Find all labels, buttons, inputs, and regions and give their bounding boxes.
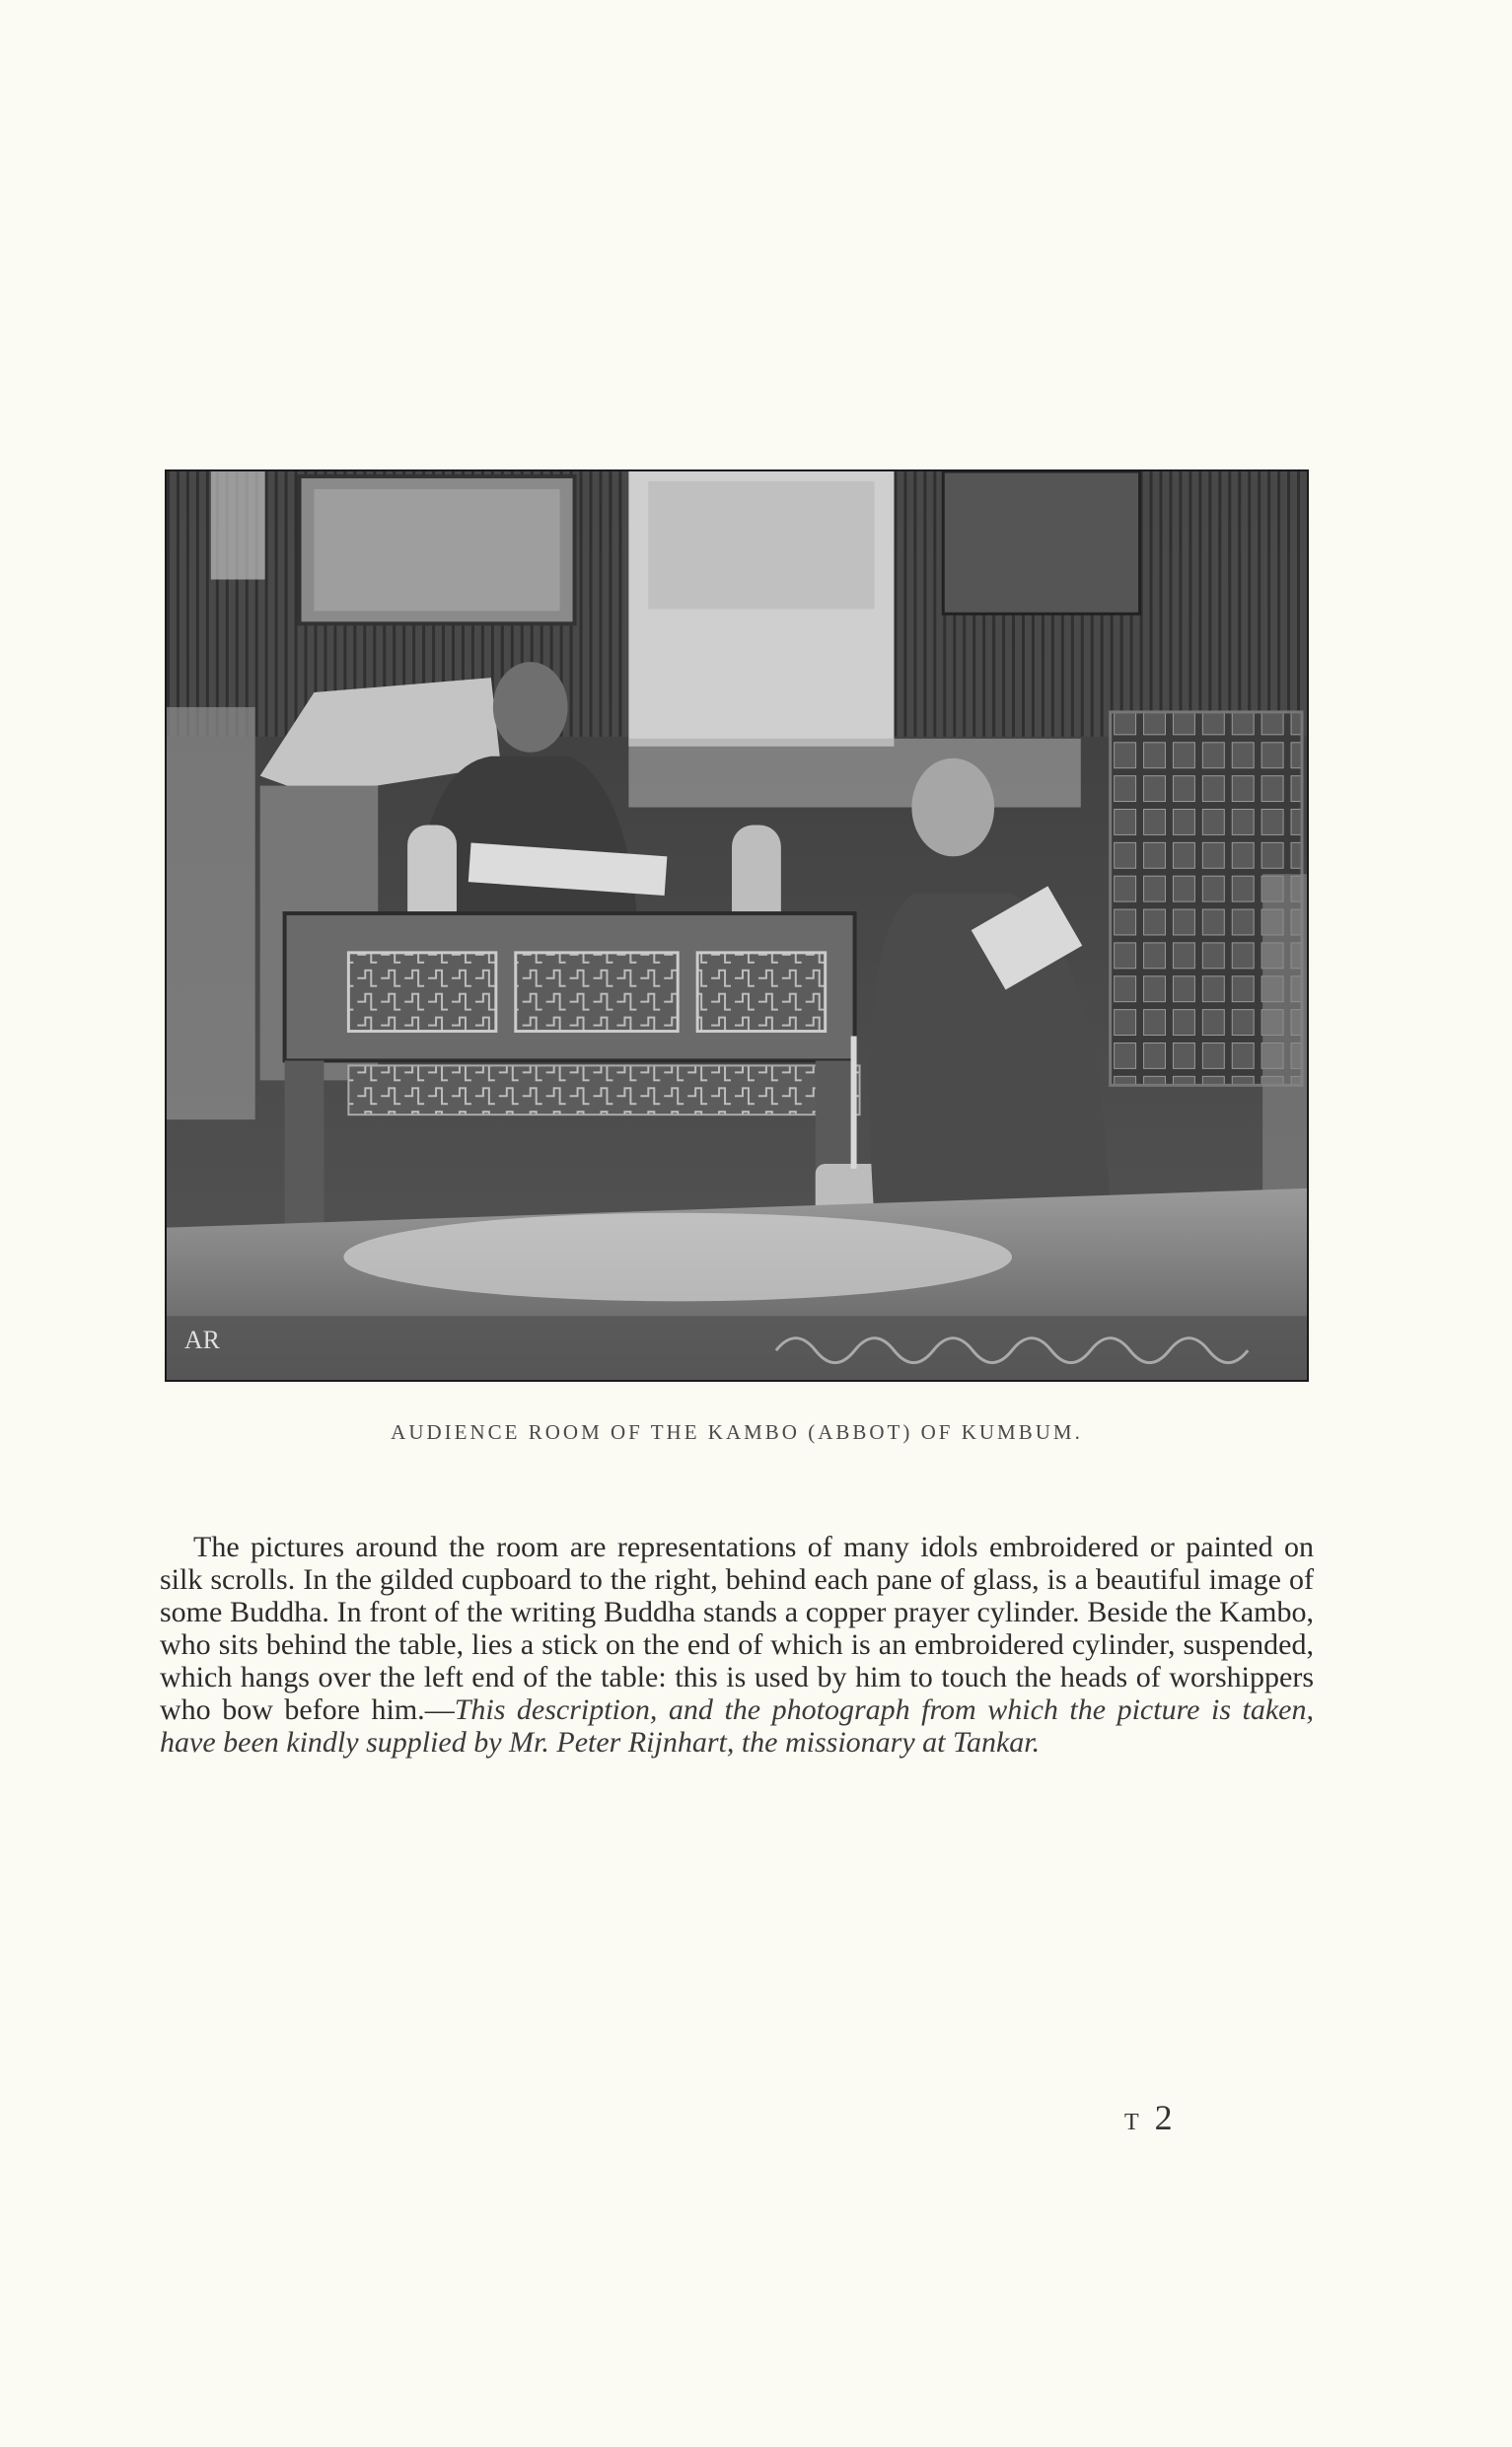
- figure-caption: AUDIENCE ROOM OF THE KAMBO (ABBOT) OF KUMBUM.: [391, 1420, 1083, 1444]
- signature-number: 2: [1154, 2098, 1173, 2137]
- photograph: [165, 469, 1309, 1382]
- monk-right-head: [911, 758, 994, 857]
- carpet-border: [167, 1316, 1307, 1380]
- body-text: The pictures around the room are representations of many idols embroidered or painted on silk scrolls. In the gilded cupboard to the right, behind each pane of glass, is a beautiful image of some Buddha. In front of the writing Buddha stands a copper prayer cylinder. Beside the Kambo, who sits behind the table, lies a stick on the end of which is an embroidered cylinder, suspended, which hangs over the left end of the table: this is used by him to touch the heads of worshippers who bow before him.: [160, 1531, 1314, 1726]
- photo-illustration: [167, 471, 1307, 1380]
- em-dash: —: [424, 1693, 455, 1726]
- signature-letter: T: [1124, 2110, 1141, 2135]
- body-paragraph: [160, 1531, 1314, 1759]
- artist-monogram: AR: [183, 1326, 220, 1355]
- scroll-painting-right: [943, 471, 1139, 613]
- photo-credit: This description, and the photograph from which the picture is taken, have been kindly supplied by Mr. Peter Rijnhart, the missionary at Tankar.: [160, 1693, 1314, 1759]
- monk-left-head: [493, 662, 568, 753]
- signature-mark: [1124, 2097, 1173, 2138]
